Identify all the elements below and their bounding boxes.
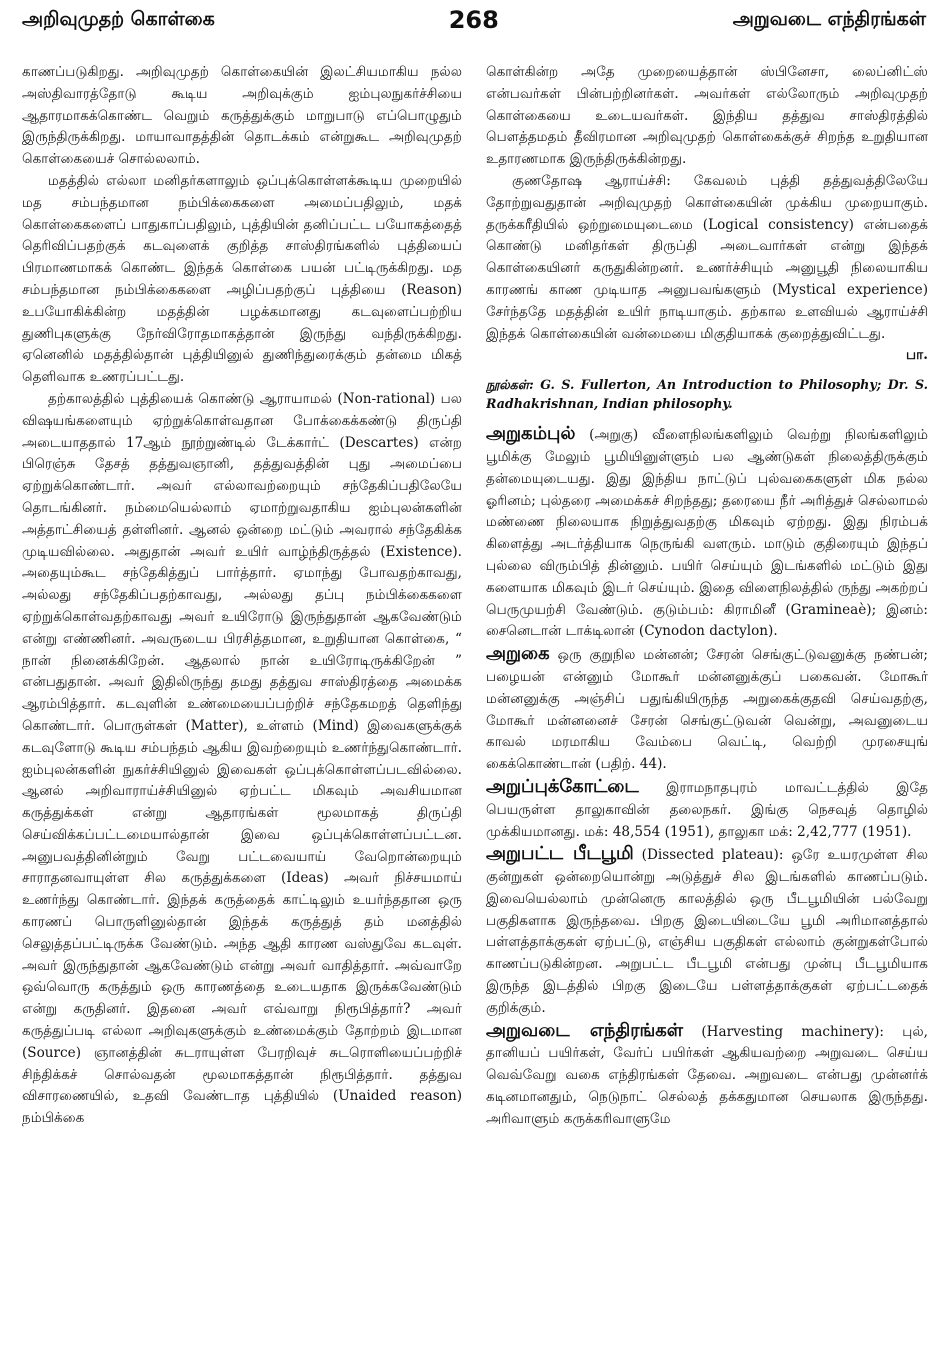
entry-body: (அறுகு) வீளைநிலங்களிலும் வெற்று நிலங்களிலும் பூமிக்கு மேலும் பூமியினுள்ளும் பல ஆண்டுகள் நிலைத்திருக்கும் தன்மையுடையது. இது இந்திய நாட்டுப் புல்வகைகளுள் மிக நல்ல ஓரினம்; புல்தரை அமைக்கச் சிறந்தது; தரையை நீர் அரித்துச் செல்லாமல் மண்ணை நிலையாக நிறுத்துவதற்கு மிகவும் ஏற்றது. இது நிரம்பக் கிளைத்து அடர்த்தியாக நெருங்கி வளரும். மாடும் குதிரையும் இந்தப் புல்லை விரும்பித் தின்னும். பயிர் செய்யும் இடங்களில் மட்டும் இது களையாக மிகவும் இடர் செய்யும். இதை விளைநிலத்தில் ருந்து அகற்றப் பெருமுயற்சி வேண்டும். குடும்பம்: கிராமினீ (Gramineaè); இனம்: சைனெடான் டாக்டிலான் (Cynodon dactylon). [486,427,928,640]
paragraph: குணதோஷ ஆராய்ச்சி: கேவலம் புத்தி தத்துவத்திலேயே தோற்றுவதுதான் அறிவுமுதற் கொள்கையின் முக்கிய முறையாகும். தருக்கரீதியில் ஒற்றுமையுடைமை (Logical consistency) என்பதைக் கொண்டு மனிதர்கள் திருப்தி அடைவார்கள் என்று இந்தக் கொள்கையினர் கருதுகின்றனர். உணர்ச்சியும் அனுபூதி நிலையாகிய காரணங் காண முடியாத அனுபவங்களும் (Mystical experience) சேர்ந்ததே மதத்தின் உயிர் நாடியாகும். தற்கால உளவியல் ஆராய்ச்சி இந்தக் கொள்கையின் வன்மையை மிகுதியாகக் குறைத்துவிட்டது. [486,172,928,342]
entry-body: இராமநாதபுரம் மாவட்டத்தில் இதே பெயருள்ள தாலுகாவின் தலைநகர். இங்கு நெசவுத் தொழில் முக்கியமானது. மக்: 48,554 (1951), தாலுகா மக்: 2,42,777 (1951). [486,779,928,840]
entry-aruppukkottai [486,776,928,843]
entry-dissected-plateau [486,843,928,1019]
entry-harvesting-machinery [486,1020,928,1131]
left-column [22,62,462,1352]
entry-headword: அறுகை [486,643,550,665]
paragraph: காணப்படுகிறது. அறிவுமுதற் கொள்கையின் இலட்சியமாகிய நல்ல அஸ்திவாரத்தோடு கூடிய அறிவுக்கும் ஐம்புலநுகர்ச்சியை ஆதாரமாகக்கொண்ட வெறும் கருத்துக்கும் மாறுபாடு எப்பொழுதும் இருந்திருக்கிறது. மாயாவாதத்தின் தொடக்கம் என்றுகூட அறிவுமுதற் கொள்கையைச் சொல்லலாம். [22,64,462,168]
entry-arugai [486,643,928,776]
running-header [22,4,926,36]
author-signature: பா. [906,347,928,364]
references: நூல்கள்: G. S. Fullerton, An Introduction to Philosophy; Dr. S. Radhakrishnan, Indian philosophy. [486,377,928,412]
entry-body: (Dissected plateau): ஒரே உயரமுள்ள சில குன்றுகள் ஒன்றையொன்று அடுத்துச் சில இடங்களில் காணப்படும். இவையெல்லாம் முன்னெரு காலத்தில் ஒரு பீடபூமியின் பல்வேறு பகுதிகளாக இருந்தவை. பிறகு இடையிடையே பூமி அரிமானத்தால் பள்ளத்தாக்குகள் ஏற்பட்டு, எஞ்சிய பகுதிகள் எல்லாம் குன்றுகள்போல் காணப்படுகின்றன. அறுபட்ட பீடபூமி என்பது முன்பு பீடபூமியாக இருந்த இடத்தில் பிறகு இடையே பள்ளத்தாக்குகள் ஏற்பட்டதைக் குறிக்கும். [486,847,928,1016]
entry-headword: அறுபட்ட பீடபூமி [486,843,634,865]
paragraph: கொள்கின்ற அதே முறையைத்தான் ஸ்பினேசா, லைப்னிட்ஸ் என்பவர்கள் பின்பற்றினர்கள். அவர்கள் எல்லோரும் அறிவுமுதற் கொள்கையை உடையவர்கள். இந்திய தத்துவ சாஸ்திரத்தில் பௌத்தமதம் தீவிரமான அறிவுமுதற் கொள்கைக்குச் சிறந்த உறுதியான உதாரணமாக இருந்திருக்கின்றது. [486,64,928,168]
entry-body: (Harvesting machinery): புல், தானியப் பயிர்கள், வேர்ப் பயிர்கள் ஆகியவற்றை அறுவடை செய்ய வெவ்வேறு வகை எந்திரங்கள் தேவை. அறுவடை என்பது முன்னர்க் கடினமானதும், நெடுநாட் செல்லத் தக்கதுமான செயலாக இருந்தது. அரிவாளும் கருக்கரிவாளுமே [486,1023,928,1127]
page-number: 268 [448,6,499,34]
entry-arugampul [486,423,928,643]
header-right-title: அறுவடை எந்திரங்கள் [732,7,926,30]
entry-headword: அறுவடை எந்திரங்கள் [486,1019,684,1041]
paragraph: தற்காலத்தில் புத்தியைக் கொண்டு ஆராயாமல் (Non-rational) பல விஷயங்களையும் ஏற்றுக்கொள்வதான போக்கைக்கண்டு திருப்தி அடையாததால் 17ஆம் நூற்றுண்டில் டேக்கார்ட் (Descartes) என்ற பிரெஞ்சு தேசத் தத்துவஞானி, தத்துவத்தின் புது அமைப்பை ஏற்றுக்கொண்டார். அவர் எல்லாவற்றையும் சந்தேகிப்பதிலேயே தொடங்கினர். நம்மையெல்லாம் ஏமாற்றுவதாகிய ஐம்புலன்களின் அத்தாட்சியைத் தள்ளினர். ஆனல் ஒன்றை மட்டும் அவரால் சந்தேகிக்க முடியவில்லை. அதுதான் அவர் உயிர் வாழ்ந்திருத்தல் (Existence). அதையும்கூட சந்தேகித்துப் பார்த்தார். ஏமாந்து போவதற்காவது, அல்லது சந்தேகிப்பதற்காவது, அல்லது தப்பு நம்பிக்கைகளை ஏற்றுக்கொள்வதற்காவது அவர் உயிரோடு இருந்துதான் ஆகவேண்டும் என்று எண்ணினர். அவருடைய பிரசித்தமான, உறுதியான கொள்கை, “ நான் நினைக்கிறேன். ஆதலால் நான் உயிரோடிருக்கிறேன் ” என்பதுதான். அவர் இதிலிருந்து தமது தத்துவ சாஸ்திரத்தை அமைக்க ஆரம்பித்தார். கடவுளின் உண்மையைப்பற்றிச் சந்தேகமறத் தெளிந்து கொண்டார். பொருள்கள் (Matter), உள்ளம் (Mind) இவைகளுக்குக் கடவுளோடு கூடிய சம்பந்தம் ஆகிய இவற்றையும் உணர்ந்துகொண்டார். ஐம்புலன்களின் நுகர்ச்சியினுல் இவைகள் ஒப்புக்கொள்ளப்படவில்லை. ஆனல் அறிவாராய்ச்சியினுல் ஏற்பட்ட மிகவும் அவசியமான கருத்துக்கள் என்று ஆதாரங்கள் மூலமாகத் திருப்தி செய்விக்கப்பட்டமையால்தான் இவை ஒப்புக்கொள்ளப்பட்டன. அனுபவத்தினின்றும் வேறு பட்டவையாய் வேறொன்றையும் சாராதனவாயுள்ள சில கருத்துக்களை (Ideas) அவர் நிச்சயமாய் உணர்ந்து கொண்டார். இந்தக் கருத்தைக் காட்டிலும் உயர்ந்ததான ஒரு காரணப் பொருளினுல்தான் இந்தக் கருத்துத் தம் மனத்தில் செலுத்தப்பட்டிருக்க வேண்டும். அந்த ஆதி காரண வஸ்துவே கடவுள். அவர் இருந்துதான் ஆகவேண்டும் என்று அவர் வாதித்தார். அவ்வாறே ஒவ்வொரு கருத்தும் ஒரு காரணத்தை உடையதாக இருக்கவேண்டும் என்று கருதினர். இதனை அவர் எவ்வாறு நிரூபித்தார்? அவர் கருத்துப்படி எல்லா அறிவுகளுக்கும் உண்மைக்கும் தோற்றம் இடமான (Source) ஞானத்தின் சுடராயுள்ள பேரறிவுச் சுடரொளியைப்பற்றிச் சிந்திக்கச் சொல்வதன் மூலமாகத்தான் நிரூபித்தார். தத்துவ விசாரணையில், உதவி வேண்டாத புத்தியில் (Unaided reason) நம்பிக்கை [22,390,462,1127]
header-left-title: அறிவுமுதற் கொள்கை [22,7,215,30]
entry-headword: அறுகம்புல் [486,423,576,445]
paragraph: மதத்தில் எல்லா மனிதர்களாலும் ஒப்புக்கொள்ளக்கூடிய முறையில் மத சம்பந்தமான நம்பிக்கைகளை அமைப்பதிலும், மதக் கொள்கைகளைப் பாதுகாப்பதிலும், புத்தியின் தனிப்பட்ட பயோகத்தைத் தெரிவிப்பதற்குக் கடவுளைக் குறித்த சாஸ்திரங்களில் புத்தியைப் பிரமாணமாகக் கொண்ட இந்தக் கொள்கை பயன் பட்டிருக்கிறது. மத சம்பந்தமான நம்பிக்கைகளை அழிப்பதற்குப் புத்தியை (Reason) உபயோகிக்கின்ற மதத்தின் பழக்கமானது கடவுளைப்பற்றிய துணிபுகளுக்கு நேர்விரோதமாகத்தான் இருந்து வந்திருக்கிறது. ஏனெனில் மதத்தில்தான் புத்தியினுல் துணிந்துரைக்கும் தன்மை மிகத் தெளிவாக உணரப்பட்டது. [22,172,462,386]
right-column [486,62,928,1352]
entry-headword: அறுப்புக்கோட்டை [486,775,639,797]
entry-body: ஒரு குறுநில மன்னன்; சேரன் செங்குட்டுவனுக்கு நண்பன்; பழையன் என்னும் மோகூர் மன்னனுக்குப் பகைவன். மோகூர் மன்னனுக்கு அஞ்சிப் பதுங்கியிருந்த அறுகைக்குதவி செய்வதற்கு, மோகூர் மன்னனைச் சேரன் செங்குட்டுவன் வென்று, அவனுடைய காவல் மரமாகிய வேம்பை வெட்டி, வெற்றி முரசையுங் கைக்கொண்டான் (பதிற். 44). [486,647,928,773]
